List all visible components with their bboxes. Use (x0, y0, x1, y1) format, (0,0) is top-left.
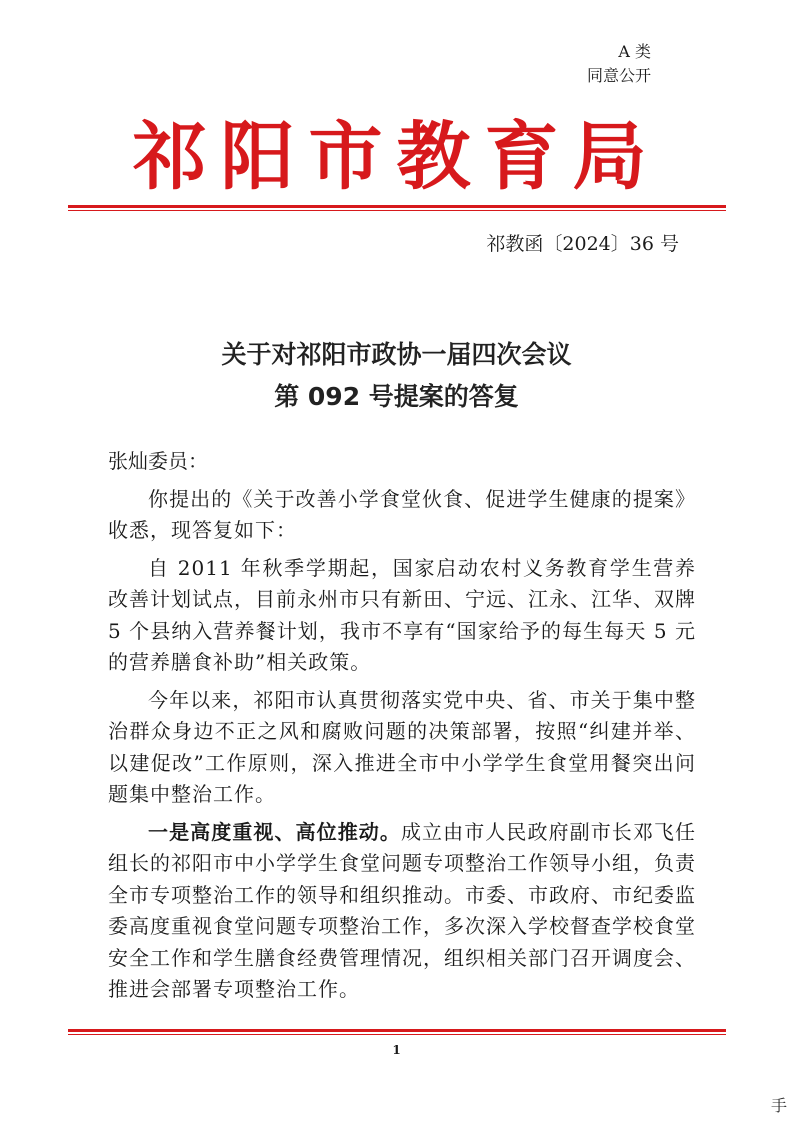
paragraph-4 (108, 817, 696, 1006)
issuing-organization-header: 祁阳市教育局 (132, 114, 661, 200)
document-title (0, 334, 793, 418)
paragraph-3: 今年以来，祁阳市认真贯彻落实党中央、省、市关于集中整治群众身边不正之风和腐败问题的决策部署，按照“纠建并举、以建促改”工作原则，深入推进全市中小学学生食堂用餐突出问题集中整治工作。 (108, 687, 696, 806)
document-number: 祁教函〔2024〕36 号 (486, 233, 679, 255)
salutation: 张灿委员： (108, 449, 208, 473)
paragraph-1: 你提出的《关于改善小学食堂伙食、促进学生健康的提案》收悉，现答复如下： (108, 486, 696, 542)
title-line-1: 关于对祁阳市政协一届四次会议 (221, 340, 572, 369)
corner-mark: 手 (771, 1096, 788, 1115)
document-body (108, 446, 696, 1012)
title-line-2: 第 092 号提案的答复 (274, 382, 519, 411)
classification-mark (587, 40, 651, 88)
paragraph-4-text: 成立由市人民政府副市长邓飞任组长的祁阳市中小学学生食堂问题专项整治工作领导小组，负责全市专项整治工作的领导和组织推动。市委、市政府、市纪委监委高度重视食堂问题专项整治工作，多次深入学校督查学校食堂安全工作和学生膳食经费管理情况，组织相关部门召开调度会、推进会部署专项整治工作。 (108, 819, 697, 1001)
paragraph-4-lead: 一是高度重视、高位推动。 (148, 819, 401, 844)
disclosure-status: 同意公开 (586, 66, 651, 85)
classification-grade: A 类 (618, 42, 651, 61)
page-number: 1 (392, 1043, 401, 1057)
paragraph-2: 自 2011 年秋季学期起，国家启动农村义务教育学生营养改善计划试点，目前永州市只有新田、宁远、江永、江华、双牌 5 个县纳入营养餐计划，我市不享有“国家给予的每生每天 5 元的营养膳食补助”相关政策。 (108, 555, 696, 674)
